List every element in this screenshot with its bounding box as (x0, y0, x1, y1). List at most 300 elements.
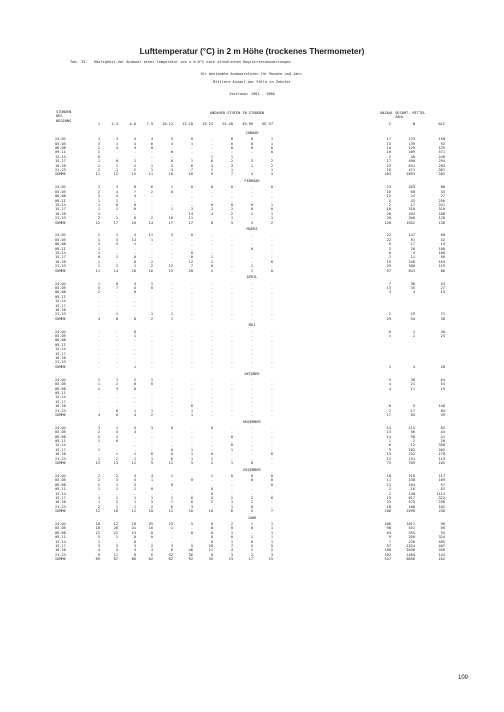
row-label: 03-05 (55, 478, 66, 483)
table-cell: 1 (190, 456, 193, 461)
table-cell: 19 (440, 242, 445, 247)
table-cell: 1 (97, 377, 100, 382)
table-cell: 1 (97, 487, 100, 492)
table-cell: - (170, 430, 173, 435)
table-cell: 0 (250, 137, 253, 142)
table-cell: 54 (440, 281, 445, 286)
table-cell: 20 (440, 439, 445, 443)
table-cell: - (210, 447, 213, 452)
table-cell: 1 (97, 207, 100, 212)
table-cell: - (210, 395, 213, 400)
table-cell: - (250, 404, 253, 409)
row-label: 24-02 (55, 377, 66, 382)
table-cell: - (250, 189, 253, 194)
table-cell: - (270, 246, 273, 251)
table-cell: 0 (230, 185, 233, 190)
table-cell: 2 (97, 216, 100, 221)
table-cell: - (230, 312, 233, 317)
table-cell: - (170, 408, 173, 413)
table-cell: 1 (210, 154, 213, 159)
table-cell: 2 (388, 246, 391, 251)
table-cell: 841 (408, 268, 415, 273)
table-cell: - (150, 434, 153, 439)
table-cell: 12 (113, 172, 118, 177)
table-cell: - (250, 294, 253, 299)
table-cell: - (133, 299, 136, 304)
table-cell: - (230, 316, 233, 321)
table-cell: - (210, 312, 213, 317)
table-cell: 98 (386, 526, 391, 531)
table-cell: - (250, 399, 253, 404)
table-cell: 41 (440, 434, 445, 439)
table-cell: - (115, 290, 118, 295)
table-cell: 2 (230, 495, 233, 500)
table-cell: 1 (210, 255, 213, 260)
table-cell: 3 (170, 233, 173, 238)
table-cell: 102 (438, 504, 445, 509)
table-cell: 17 (248, 557, 253, 562)
table-cell: 2 (210, 207, 213, 212)
table-cell: 0 (210, 522, 213, 526)
table-cell: 15 (440, 290, 445, 295)
table-cell: - (210, 347, 213, 352)
table-cell: 14 (113, 268, 118, 273)
table-cell: - (97, 491, 100, 496)
table-cell: - (170, 386, 173, 391)
table-cell: - (270, 412, 273, 417)
table-cell: 6 (115, 412, 118, 417)
table-cell: 103 (384, 172, 391, 177)
column-header: 49-96 (242, 122, 253, 126)
table-cell: 56 (440, 526, 445, 531)
table-cell: 0 (150, 487, 153, 492)
table-cell: 5 (170, 137, 173, 142)
table-cell: 8 (115, 316, 118, 321)
table-cell: - (170, 211, 173, 216)
table-cell: 2 (270, 159, 273, 164)
table-cell: 0 (388, 251, 391, 255)
table-cell: - (210, 504, 213, 509)
table-cell: 7 (190, 264, 193, 269)
table-cell: - (270, 251, 273, 255)
table-cell: 0 (190, 255, 193, 260)
table-cell: 236 (438, 509, 445, 514)
table-cell: - (170, 237, 173, 242)
table-cell: - (230, 290, 233, 295)
table-cell: 52 (440, 487, 445, 492)
row-label: 12-14 (55, 251, 66, 255)
table-cell: - (270, 237, 273, 242)
table-cell: 0 (133, 539, 136, 544)
table-cell: - (210, 137, 213, 142)
table-cell: 6 (150, 185, 153, 190)
table-cell: - (270, 233, 273, 238)
table-cell: 2 (150, 544, 153, 548)
table-cell: - (270, 194, 273, 199)
table-cell: - (190, 334, 193, 338)
table-cell: 82 (440, 425, 445, 430)
table-cell: 355 (408, 530, 415, 535)
table-cell: 1 (230, 461, 233, 465)
table-cell: 2 (97, 482, 100, 487)
table-cell: 2 (97, 386, 100, 391)
table-cell: 322 (438, 495, 445, 500)
table-cell: 1 (230, 207, 233, 212)
table-cell: 16 (188, 172, 193, 177)
table-cell: 68 (440, 233, 445, 238)
table-cell: - (170, 347, 173, 352)
table-cell: - (190, 281, 193, 286)
table-cell: 3 (250, 159, 253, 164)
table-cell: 7 (133, 189, 136, 194)
table-cell: - (230, 246, 233, 251)
table-cell: 35 (148, 522, 153, 526)
table-cell: - (250, 382, 253, 387)
table-cell: - (170, 242, 173, 247)
table-cell: - (150, 198, 153, 203)
table-cell: 1 (115, 504, 118, 509)
table-cell: - (250, 452, 253, 457)
table-cell: 2 (250, 548, 253, 553)
table-cell: - (270, 491, 273, 496)
table-cell: 0 (270, 150, 273, 155)
table-cell: 575 (408, 500, 415, 505)
table-cell: 3 (97, 141, 100, 146)
table-cell: - (190, 307, 193, 312)
row-label: 09-11 (55, 487, 66, 492)
table-cell: 2 (150, 216, 153, 221)
table-cell: 1 (270, 535, 273, 540)
table-cell: 2 (97, 163, 100, 168)
table-cell: 12 (95, 509, 100, 514)
row-label: 09-11 (55, 150, 66, 155)
table-cell: 6 (190, 495, 193, 500)
table-cell: 0 (210, 535, 213, 540)
table-cell: - (230, 150, 233, 155)
table-cell: - (210, 246, 213, 251)
table-cell: - (170, 478, 173, 483)
table-cell: - (250, 395, 253, 400)
table-cell: - (210, 294, 213, 299)
table-cell: - (190, 473, 193, 478)
table-cell: - (210, 290, 213, 295)
row-label: 18-20 (55, 500, 66, 505)
table-cell: 1 (250, 211, 253, 216)
table-cell: - (150, 491, 153, 496)
table-cell: - (210, 299, 213, 304)
table-cell: - (150, 251, 153, 255)
row-label: 03-05 (55, 334, 66, 338)
table-cell: - (270, 342, 273, 347)
table-cell: 341 (438, 202, 445, 207)
table-cell: - (133, 198, 136, 203)
table-cell: - (230, 439, 233, 443)
table-cell: 0 (270, 259, 273, 264)
row-label: 06-08 (55, 434, 66, 439)
table-cell: 4 (115, 189, 118, 194)
table-cell: - (270, 299, 273, 304)
table-cell: - (150, 211, 153, 216)
table-cell: 202 (438, 447, 445, 452)
table-cell: - (270, 338, 273, 343)
table-cell: - (270, 386, 273, 391)
table-cell: - (230, 351, 233, 356)
table-cell: 5 (115, 242, 118, 247)
table-cell: 0 (170, 189, 173, 194)
table-cell: 22 (386, 233, 391, 238)
table-cell: 5 (190, 522, 193, 526)
table-cell: 2 (388, 408, 391, 413)
table-cell: - (250, 408, 253, 413)
table-cell: - (230, 194, 233, 199)
table-cell: - (97, 303, 100, 308)
header-duration-group: ANDAUER-STUFEN IN STUNDEN (210, 111, 265, 115)
table-cell: 16 (148, 526, 153, 531)
table-cell: 1 (230, 447, 233, 452)
table-cell: - (270, 285, 273, 290)
table-cell: - (210, 146, 213, 150)
table-cell: 14 (386, 434, 391, 439)
table-cell: - (270, 500, 273, 505)
table-cell: 102 (384, 552, 391, 557)
table-cell: - (230, 452, 233, 457)
table-cell: 2 (210, 268, 213, 273)
table-cell: - (270, 294, 273, 299)
table-cell: - (170, 443, 173, 448)
row-label: 12-14 (55, 347, 66, 352)
table-cell: - (115, 351, 118, 356)
table-cell: 0 (270, 495, 273, 500)
table-cell: 1 (270, 526, 273, 531)
table-cell: - (210, 150, 213, 155)
table-cell: 3 (270, 552, 273, 557)
table-cell: 19 (386, 495, 391, 500)
table-cell: - (170, 351, 173, 356)
table-cell: 4 (388, 382, 391, 387)
table-cell: 6 (170, 548, 173, 553)
table-cell: - (115, 154, 118, 159)
table-cell: 13 (386, 430, 391, 435)
table-cell: - (97, 408, 100, 413)
table-cell: 1 (190, 159, 193, 164)
table-cell: 1 (230, 504, 233, 509)
table-cell: - (150, 482, 153, 487)
table-cell: - (115, 491, 118, 496)
table-cell: 350 (438, 443, 445, 448)
table-cell: - (97, 390, 100, 395)
table-cell: 11 (95, 268, 100, 273)
table-cell: 789 (408, 461, 415, 465)
table-cell: - (150, 395, 153, 400)
table-cell: 7 (388, 539, 391, 544)
table-cell: 0 (190, 530, 193, 535)
table-cell: 0 (133, 329, 136, 334)
table-cell: 6 (190, 163, 193, 168)
table-cell: 3 (115, 544, 118, 548)
table-cell: 1 (115, 255, 118, 260)
row-label: SUMME (55, 509, 66, 514)
table-cell: 0 (133, 202, 136, 207)
table-cell: 1 (115, 207, 118, 212)
table-cell: 36 (410, 281, 415, 286)
table-cell: - (270, 430, 273, 435)
table-cell: 5 (270, 544, 273, 548)
table-cell: - (230, 399, 233, 404)
table-cell: 3 (133, 285, 136, 290)
table-cell: 0 (270, 473, 273, 478)
table-cell: 2 (115, 434, 118, 439)
table-cell: 3 (133, 482, 136, 487)
table-cell: 106 (384, 522, 391, 526)
table-cell: 64 (386, 530, 391, 535)
table-cell: 18 (386, 504, 391, 509)
row-label: 03-05 (55, 285, 66, 290)
table-cell: 1 (388, 364, 391, 369)
table-cell: 0 (133, 255, 136, 260)
table-cell: - (150, 246, 153, 251)
table-cell: 0 (133, 290, 136, 295)
table-cell: 547 (384, 557, 391, 562)
table-cell: - (270, 456, 273, 461)
table-cell: - (170, 146, 173, 150)
table-cell: 1 (97, 495, 100, 500)
table-cell: 2 (230, 522, 233, 526)
table-cell: 11 (208, 548, 213, 553)
table-cell: 14 (188, 211, 193, 216)
table-cell: - (250, 281, 253, 286)
table-cell: 0 (97, 154, 100, 159)
table-cell: - (170, 487, 173, 492)
table-cell: 14 (148, 220, 153, 225)
row-label: 06-08 (55, 530, 66, 535)
table-cell: - (115, 364, 118, 369)
table-cell: 1 (150, 377, 153, 382)
table-cell: 11 (113, 552, 118, 557)
row-label: 12-14 (55, 154, 66, 159)
table-cell: - (250, 347, 253, 352)
table-cell: 11 (386, 478, 391, 483)
table-cell: - (150, 430, 153, 435)
table-cell: 7 (230, 172, 233, 177)
table-cell: 1 (115, 377, 118, 382)
table-cell: 1 (133, 159, 136, 164)
table-cell: 14 (131, 237, 136, 242)
table-cell: - (210, 216, 213, 221)
table-cell: 1 (190, 412, 193, 417)
table-cell: 106 (384, 509, 391, 514)
table-cell: - (190, 539, 193, 544)
table-cell: - (210, 303, 213, 308)
table-cell: 641 (408, 163, 415, 168)
table-cell: - (210, 377, 213, 382)
row-label: 24-02 (55, 425, 66, 430)
table-cell: - (190, 246, 193, 251)
table-cell: - (150, 303, 153, 308)
table-cell: - (150, 364, 153, 369)
table-cell: 0 (133, 216, 136, 221)
table-cell: - (210, 242, 213, 247)
table-cell: 1 (270, 522, 273, 526)
table-cell: 3496 (406, 548, 415, 553)
table-cell: 1 (250, 500, 253, 505)
table-cell: 23 (386, 185, 391, 190)
table-cell: 0 (133, 259, 136, 264)
table-cell: - (250, 425, 253, 430)
table-cell: 2 (97, 430, 100, 435)
table-cell: 100 (438, 246, 445, 251)
table-cell: - (210, 434, 213, 439)
table-cell: 43 (410, 198, 415, 203)
table-cell: 1 (115, 425, 118, 430)
table-cell: - (97, 347, 100, 352)
table-cell: - (190, 146, 193, 150)
table-cell: 1 (97, 456, 100, 461)
table-cell: - (115, 347, 118, 352)
row-label: 18-20 (55, 163, 66, 168)
table-cell: 1 (133, 500, 136, 505)
table-cell: - (190, 360, 193, 365)
table-cell: - (270, 439, 273, 443)
table-cell: - (250, 456, 253, 461)
table-cell: 2 (97, 185, 100, 190)
table-cell: 16 (410, 487, 415, 492)
column-header: 7-9 (146, 122, 153, 126)
table-cell: 1 (250, 522, 253, 526)
table-cell: 6 (150, 552, 153, 557)
table-cell: 0 (388, 329, 391, 334)
table-cell: 2893 (406, 172, 415, 177)
table-cell: 1 (270, 168, 273, 172)
table-cell: - (230, 281, 233, 286)
table-cell: - (115, 399, 118, 404)
table-cell: - (210, 307, 213, 312)
table-cell: - (170, 246, 173, 251)
table-cell: 1 (97, 246, 100, 251)
table-cell: 1 (97, 202, 100, 207)
table-cell: 91 (410, 237, 415, 242)
table-cell: 11 (386, 482, 391, 487)
table-cell: 139 (408, 141, 415, 146)
row-label: 06-08 (55, 386, 66, 391)
table-cell: - (230, 377, 233, 382)
table-cell: - (270, 356, 273, 360)
table-cell: 0 (97, 255, 100, 260)
table-cell: 10 (386, 150, 391, 155)
table-cell: - (210, 443, 213, 448)
row-label: 18-20 (55, 259, 66, 264)
table-cell: - (115, 259, 118, 264)
table-cell: - (97, 443, 100, 448)
table-cell: 0 (170, 447, 173, 452)
table-cell: - (190, 189, 193, 194)
table-cell: 188 (438, 211, 445, 216)
table-cell: 2 (97, 478, 100, 483)
table-cell: - (170, 281, 173, 286)
table-cell: - (270, 303, 273, 308)
row-label: 24-02 (55, 281, 66, 286)
table-cell: 54 (440, 382, 445, 387)
table-cell: 17 (168, 220, 173, 225)
row-label: 15-17 (55, 207, 66, 212)
table-cell: - (270, 198, 273, 203)
table-cell: 3 (230, 552, 233, 557)
table-cell: 5 (115, 430, 118, 435)
table-cell: 21 (113, 530, 118, 535)
table-cell: - (230, 303, 233, 308)
table-cell: 0 (115, 439, 118, 443)
table-cell: - (170, 202, 173, 207)
table-cell: - (230, 299, 233, 304)
